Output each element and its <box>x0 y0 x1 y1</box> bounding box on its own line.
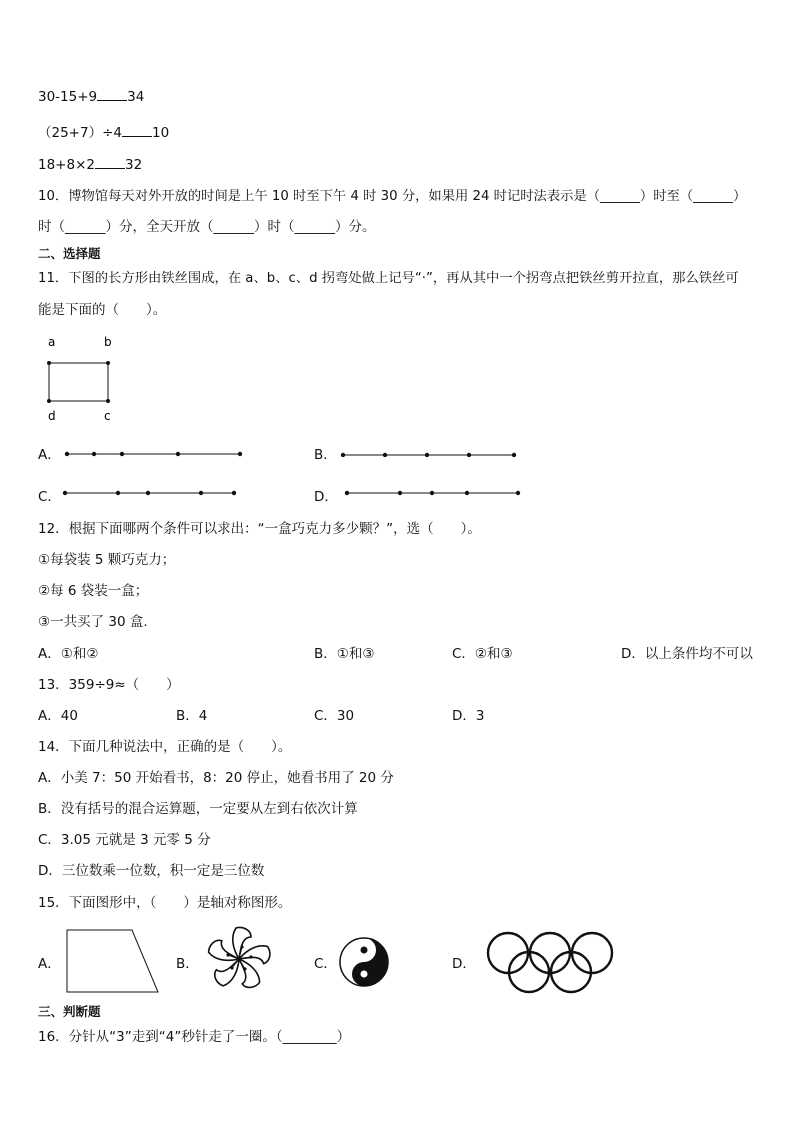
q14-stem: 14．下面几种说法中，正确的是（ ）。 <box>38 739 292 755</box>
compare-expr-1: 30-15+9 <box>38 89 98 105</box>
q11-option-d-wire[interactable] <box>342 487 526 499</box>
q13-option-d[interactable]: D．3 <box>452 708 485 724</box>
compare-blank-1[interactable] <box>97 88 127 101</box>
q12-stem: 12．根据下面哪两个条件可以求出：“一盒巧克力多少颗？”，选（ ）。 <box>38 521 481 537</box>
q11-option-b-wire[interactable] <box>338 449 522 461</box>
q12-condition-1: ①每袋装 5 颗巧克力； <box>38 552 176 568</box>
q11-option-c-label[interactable]: C． <box>38 489 61 505</box>
q11-option-d-label[interactable]: D． <box>314 489 338 505</box>
q12-option-d[interactable]: D．以上条件均不可以 <box>621 646 753 662</box>
q14-option-c[interactable]: C．3.05 元就是 3 元零 5 分 <box>38 832 211 848</box>
q13-stem: 13．359÷9≈（ ） <box>38 677 180 693</box>
corner-label-b: b <box>104 335 112 349</box>
q11-rectangle-figure <box>40 334 120 424</box>
q15-option-a-label[interactable]: A． <box>38 956 61 972</box>
q12-option-c[interactable]: C．②和③ <box>452 646 513 662</box>
q11-option-b-label[interactable]: B． <box>314 447 337 463</box>
compare-rhs-2: 10 <box>151 125 170 141</box>
compare-line-3 <box>38 156 142 174</box>
q11-option-a-label[interactable]: A． <box>38 447 61 463</box>
corner-label-a: a <box>48 335 56 349</box>
q10-line-1: 10．博物馆每天对外开放的时间是上午 10 时至下午 4 时 30 分，如果用 24 时记时法表示是（______）时至（______） <box>38 189 747 204</box>
q12-option-a[interactable]: A．①和② <box>38 646 99 662</box>
compare-blank-3[interactable] <box>95 156 125 169</box>
compare-expr-3: 18+8×2 <box>38 157 95 173</box>
compare-rhs-1: 34 <box>127 89 145 105</box>
q13-option-a[interactable]: A．40 <box>38 708 78 724</box>
q12-option-b[interactable]: B．①和③ <box>314 646 375 662</box>
compare-rhs-3: 32 <box>124 157 143 173</box>
q14-option-d[interactable]: D．三位数乘一位数，积一定是三位数 <box>38 863 265 879</box>
q15-stem: 15．下面图形中，（ ）是轴对称图形。 <box>38 895 292 911</box>
corner-label-d: d <box>48 409 56 423</box>
corner-dot-a <box>47 361 51 365</box>
q13-option-b[interactable]: B．4 <box>176 708 208 724</box>
trapezoid-shape[interactable] <box>64 928 162 996</box>
q11-line-1: 11．下图的长方形由铁丝围成，在 a、b、c、d 拐弯处做上记号“·”，再从其中一个拐弯点把铁丝剪开拉直，那么铁丝可 <box>38 271 739 286</box>
section-heading-choice: 二、选择题 <box>38 246 101 261</box>
q14-option-a[interactable]: A．小美 7：50 开始看书，8：20 停止，她看书用了 20 分 <box>38 770 394 786</box>
q12-condition-3: ③一共买了 30 盒. <box>38 614 148 630</box>
yin-yang-icon[interactable] <box>338 936 390 988</box>
corner-dot-c <box>106 399 110 403</box>
compare-blank-2[interactable] <box>122 124 152 137</box>
q15-option-d-label[interactable]: D． <box>452 956 476 972</box>
compare-expr-2: （25+7）÷4 <box>38 125 122 141</box>
q11-option-c-wire[interactable] <box>60 487 244 499</box>
q16-stem: 16．分针从“3”走到“4”秒针走了一圈。（________） <box>38 1029 351 1045</box>
olympic-rings-icon[interactable] <box>484 930 618 996</box>
q12-condition-2: ②每 6 袋装一盒； <box>38 583 149 599</box>
compare-line-1 <box>38 88 144 106</box>
section-heading-judge: 三、判断题 <box>38 1004 101 1019</box>
q15-option-b-label[interactable]: B． <box>176 956 199 972</box>
q11-option-a-wire[interactable] <box>62 448 246 460</box>
bauhinia-flower-icon[interactable] <box>204 924 274 994</box>
wire-rectangle <box>49 363 108 401</box>
q14-option-b[interactable]: B．没有括号的混合运算题，一定要从左到右依次计算 <box>38 801 358 817</box>
compare-line-2 <box>38 124 169 142</box>
corner-dot-b <box>106 361 110 365</box>
q13-option-c[interactable]: C．30 <box>314 708 355 724</box>
q10-line-2: 时（______）分，全天开放（______）时（______）分。 <box>38 219 376 235</box>
corner-dot-d <box>47 399 51 403</box>
corner-label-c: c <box>104 409 111 423</box>
q11-line-2: 能是下面的（ ）。 <box>38 302 167 318</box>
q15-option-c-label[interactable]: C． <box>314 956 337 972</box>
